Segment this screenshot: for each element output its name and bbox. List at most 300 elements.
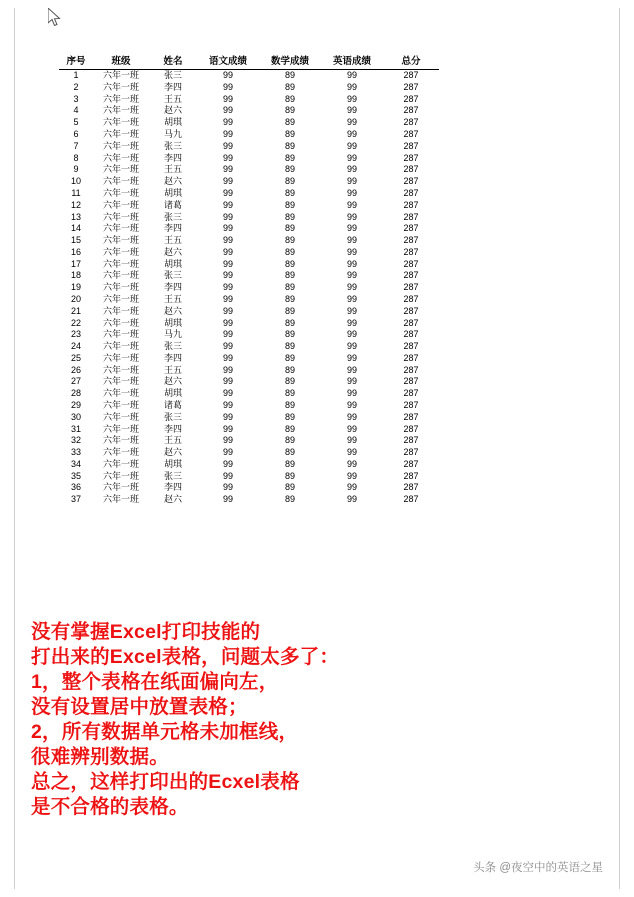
cell-index: 9	[73, 164, 79, 175]
cell-chinese: 99	[222, 329, 233, 340]
cell-name: 张三	[163, 140, 182, 151]
table-row	[59, 435, 439, 447]
cell-english: 99	[346, 329, 357, 340]
cell-class: 六年一班	[102, 105, 139, 116]
cell-name: 马九	[163, 129, 182, 140]
cell-chinese: 99	[222, 117, 233, 128]
cell-name: 张三	[163, 411, 182, 422]
cell-index: 8	[73, 152, 79, 163]
cell-math: 89	[284, 317, 295, 328]
annotation-line: 2，所有数据单元格未加框线，	[31, 721, 299, 743]
cell-math: 89	[284, 423, 295, 434]
annotation-line: 1，整个表格在纸面偏向左，	[31, 671, 279, 693]
cell-total: 287	[403, 235, 419, 246]
cell-class: 六年一班	[102, 494, 139, 505]
cell-class: 六年一班	[102, 376, 139, 387]
cell-total: 287	[403, 470, 419, 481]
col-header-name: 姓名	[163, 56, 183, 67]
cell-total: 287	[403, 258, 419, 269]
cell-class: 六年一班	[102, 293, 139, 304]
table-row	[59, 211, 439, 223]
cell-english: 99	[346, 140, 357, 151]
cell-class: 六年一班	[102, 400, 139, 411]
cell-class: 六年一班	[102, 140, 139, 151]
cell-english: 99	[346, 364, 357, 375]
table-row	[59, 247, 439, 259]
cell-math: 89	[284, 293, 295, 304]
table-row	[59, 188, 439, 200]
cell-english: 99	[346, 376, 357, 387]
cell-chinese: 99	[222, 187, 233, 198]
cell-english: 99	[346, 176, 357, 187]
table-row	[59, 117, 439, 129]
cell-math: 89	[284, 411, 295, 422]
cell-class: 六年一班	[102, 235, 139, 246]
cell-index: 33	[70, 447, 81, 458]
cell-chinese: 99	[222, 341, 233, 352]
cell-class: 六年一班	[102, 176, 139, 187]
cell-english: 99	[346, 211, 357, 222]
cell-class: 六年一班	[102, 329, 139, 340]
cell-index: 21	[70, 305, 81, 316]
cell-index: 26	[70, 364, 81, 375]
cell-total: 287	[403, 364, 419, 375]
cell-english: 99	[346, 341, 357, 352]
cell-math: 89	[284, 482, 295, 493]
table-body	[59, 69, 439, 505]
cell-name: 赵六	[163, 246, 182, 257]
cell-math: 89	[284, 246, 295, 257]
cell-math: 89	[284, 187, 295, 198]
cell-chinese: 99	[222, 447, 233, 458]
cell-chinese: 99	[222, 364, 233, 375]
cell-index: 15	[70, 235, 81, 246]
cell-english: 99	[346, 117, 357, 128]
cell-total: 287	[403, 494, 419, 505]
cell-total: 287	[403, 411, 419, 422]
col-header-total: 总分	[401, 56, 421, 67]
cell-math: 89	[284, 258, 295, 269]
cell-english: 99	[346, 199, 357, 210]
cell-class: 六年一班	[102, 341, 139, 352]
cell-index: 14	[70, 223, 81, 234]
cell-math: 89	[284, 140, 295, 151]
cell-class: 六年一班	[102, 258, 139, 269]
cell-name: 张三	[163, 470, 182, 481]
cell-index: 24	[70, 341, 81, 352]
cell-chinese: 99	[222, 411, 233, 422]
cell-index: 27	[70, 376, 81, 387]
annotation-line: 很难辨别数据。	[31, 746, 169, 768]
cell-chinese: 99	[222, 400, 233, 411]
cell-math: 89	[284, 105, 295, 116]
cell-english: 99	[346, 435, 357, 446]
cell-math: 89	[284, 117, 295, 128]
cell-english: 99	[346, 152, 357, 163]
cell-english: 99	[346, 352, 357, 363]
cell-name: 李四	[163, 152, 182, 163]
cell-class: 六年一班	[102, 129, 139, 140]
cell-name: 胡琪	[163, 117, 182, 128]
table-header-row	[59, 56, 439, 69]
cell-total: 287	[403, 117, 419, 128]
cell-index: 32	[70, 435, 81, 446]
table-row	[59, 353, 439, 365]
cell-english: 99	[346, 223, 357, 234]
table-row	[59, 341, 439, 353]
cell-index: 1	[73, 70, 79, 81]
cell-math: 89	[284, 470, 295, 481]
table-row	[59, 365, 439, 377]
table-row	[59, 482, 439, 494]
cell-class: 六年一班	[102, 164, 139, 175]
cell-total: 287	[403, 223, 419, 234]
cell-index: 4	[73, 105, 79, 116]
cell-name: 张三	[163, 270, 182, 281]
cell-index: 12	[70, 199, 81, 210]
cell-english: 99	[346, 164, 357, 175]
cell-class: 六年一班	[102, 388, 139, 399]
cell-math: 89	[284, 388, 295, 399]
cell-index: 19	[70, 282, 81, 293]
cell-total: 287	[403, 70, 419, 81]
cell-name: 赵六	[163, 105, 182, 116]
table-row	[59, 69, 439, 81]
cell-class: 六年一班	[102, 187, 139, 198]
table-row	[59, 129, 439, 141]
cell-total: 287	[403, 140, 419, 151]
cell-english: 99	[346, 388, 357, 399]
table-row	[59, 176, 439, 188]
cell-name: 赵六	[163, 494, 182, 505]
cell-chinese: 99	[222, 176, 233, 187]
table-row	[59, 376, 439, 388]
cell-index: 20	[70, 293, 81, 304]
cell-chinese: 99	[222, 458, 233, 469]
table-row	[59, 447, 439, 459]
table-row	[59, 200, 439, 212]
cell-total: 287	[403, 458, 419, 469]
cell-index: 5	[73, 117, 79, 128]
mouse-cursor-icon	[48, 8, 62, 28]
cell-index: 23	[70, 329, 81, 340]
cell-name: 王五	[163, 435, 182, 446]
cell-index: 18	[70, 270, 81, 281]
cell-math: 89	[284, 400, 295, 411]
cell-name: 王五	[163, 164, 182, 175]
cell-chinese: 99	[222, 140, 233, 151]
table-row	[59, 258, 439, 270]
cell-total: 287	[403, 400, 419, 411]
cell-chinese: 99	[222, 235, 233, 246]
cell-total: 287	[403, 423, 419, 434]
cell-english: 99	[346, 258, 357, 269]
cell-english: 99	[346, 470, 357, 481]
cell-name: 诸葛	[163, 400, 182, 411]
cell-class: 六年一班	[102, 447, 139, 458]
cell-class: 六年一班	[102, 305, 139, 316]
cell-total: 287	[403, 352, 419, 363]
col-header-math: 数学成绩	[270, 56, 309, 67]
cell-english: 99	[346, 246, 357, 257]
table-row	[59, 270, 439, 282]
cell-english: 99	[346, 235, 357, 246]
cell-name: 赵六	[163, 447, 182, 458]
cell-chinese: 99	[222, 105, 233, 116]
cell-name: 李四	[163, 423, 182, 434]
cell-chinese: 99	[222, 317, 233, 328]
cell-english: 99	[346, 400, 357, 411]
cell-chinese: 99	[222, 152, 233, 163]
cell-name: 李四	[163, 81, 182, 92]
cell-english: 99	[346, 81, 357, 92]
cell-name: 李四	[163, 223, 182, 234]
table-row	[59, 141, 439, 153]
cell-index: 28	[70, 388, 81, 399]
cell-class: 六年一班	[102, 223, 139, 234]
cell-name: 王五	[163, 93, 182, 104]
cell-math: 89	[284, 211, 295, 222]
cell-english: 99	[346, 423, 357, 434]
cell-total: 287	[403, 211, 419, 222]
cell-total: 287	[403, 329, 419, 340]
cell-chinese: 99	[222, 223, 233, 234]
cell-english: 99	[346, 458, 357, 469]
annotation-line: 没有设置居中放置表格；	[31, 696, 248, 718]
cell-chinese: 99	[222, 376, 233, 387]
table-row	[59, 471, 439, 483]
cell-total: 287	[403, 341, 419, 352]
cell-total: 287	[403, 152, 419, 163]
cell-english: 99	[346, 293, 357, 304]
cell-class: 六年一班	[102, 458, 139, 469]
cell-index: 10	[70, 176, 81, 187]
cell-total: 287	[403, 376, 419, 387]
cell-math: 89	[284, 447, 295, 458]
cell-chinese: 99	[222, 494, 233, 505]
cell-name: 李四	[163, 482, 182, 493]
cell-chinese: 99	[222, 70, 233, 81]
table-row	[59, 306, 439, 318]
cell-class: 六年一班	[102, 482, 139, 493]
cell-name: 马九	[163, 329, 182, 340]
watermark-label: 头条 @夜空中的英语之星	[473, 862, 603, 874]
cell-english: 99	[346, 105, 357, 116]
cell-english: 99	[346, 270, 357, 281]
cell-total: 287	[403, 164, 419, 175]
cell-math: 89	[284, 376, 295, 387]
cell-english: 99	[346, 482, 357, 493]
cell-index: 11	[71, 187, 81, 198]
cell-total: 287	[403, 199, 419, 210]
cell-name: 赵六	[163, 176, 182, 187]
annotation-line: 打出来的Excel表格，问题太多了：	[31, 646, 340, 668]
cell-class: 六年一班	[102, 81, 139, 92]
cell-total: 287	[403, 105, 419, 116]
cell-english: 99	[346, 282, 357, 293]
cell-name: 胡琪	[163, 317, 182, 328]
cell-index: 36	[70, 482, 81, 493]
cell-total: 287	[403, 93, 419, 104]
cell-total: 287	[403, 435, 419, 446]
cell-class: 六年一班	[102, 317, 139, 328]
cell-name: 胡琪	[163, 458, 182, 469]
cell-index: 16	[70, 246, 81, 257]
cell-name: 胡琪	[163, 388, 182, 399]
cell-total: 287	[403, 81, 419, 92]
cell-english: 99	[346, 305, 357, 316]
cell-name: 张三	[163, 211, 182, 222]
table-row	[59, 494, 439, 506]
cell-name: 张三	[163, 70, 182, 81]
cell-math: 89	[284, 352, 295, 363]
red-annotation-text	[31, 620, 451, 820]
table-row	[59, 329, 439, 341]
cell-english: 99	[346, 129, 357, 140]
cell-math: 89	[284, 129, 295, 140]
cell-index: 7	[73, 140, 79, 151]
cell-chinese: 99	[222, 352, 233, 363]
cell-index: 37	[70, 494, 81, 505]
cell-math: 89	[284, 364, 295, 375]
table-row	[59, 317, 439, 329]
cell-math: 89	[284, 341, 295, 352]
cell-math: 89	[284, 494, 295, 505]
cell-english: 99	[346, 317, 357, 328]
cell-index: 3	[73, 93, 79, 104]
cell-class: 六年一班	[102, 435, 139, 446]
cell-class: 六年一班	[102, 70, 139, 81]
cell-math: 89	[284, 81, 295, 92]
cell-index: 17	[70, 258, 81, 269]
cell-class: 六年一班	[102, 152, 139, 163]
cell-chinese: 99	[222, 470, 233, 481]
cell-index: 31	[70, 423, 81, 434]
table-row	[59, 412, 439, 424]
cell-class: 六年一班	[102, 117, 139, 128]
grades-table	[59, 56, 439, 506]
cell-chinese: 99	[222, 258, 233, 269]
cell-total: 287	[403, 129, 419, 140]
table-row	[59, 94, 439, 106]
cell-chinese: 99	[222, 435, 233, 446]
table-row	[59, 152, 439, 164]
col-header-chinese: 语文成绩	[208, 56, 247, 67]
cell-total: 287	[403, 176, 419, 187]
cell-total: 287	[403, 293, 419, 304]
cell-chinese: 99	[222, 93, 233, 104]
table-row	[59, 282, 439, 294]
cell-math: 89	[284, 164, 295, 175]
cell-name: 王五	[163, 293, 182, 304]
cell-name: 诸葛	[163, 199, 182, 210]
cell-math: 89	[284, 70, 295, 81]
cell-math: 89	[284, 199, 295, 210]
cell-math: 89	[284, 305, 295, 316]
table-row	[59, 223, 439, 235]
table-row	[59, 423, 439, 435]
cell-math: 89	[284, 458, 295, 469]
cell-class: 六年一班	[102, 270, 139, 281]
cell-name: 赵六	[163, 376, 182, 387]
cell-math: 89	[284, 152, 295, 163]
cell-total: 287	[403, 246, 419, 257]
cell-math: 89	[284, 435, 295, 446]
cell-total: 287	[403, 270, 419, 281]
cell-math: 89	[284, 176, 295, 187]
cell-name: 胡琪	[163, 187, 182, 198]
cell-math: 89	[284, 282, 295, 293]
cell-math: 89	[284, 270, 295, 281]
cell-index: 13	[70, 211, 81, 222]
cell-name: 张三	[163, 341, 182, 352]
cell-chinese: 99	[222, 199, 233, 210]
cell-chinese: 99	[222, 305, 233, 316]
cell-chinese: 99	[222, 164, 233, 175]
table-row	[59, 388, 439, 400]
col-header-index: 序号	[66, 56, 86, 67]
cell-total: 287	[403, 305, 419, 316]
cell-index: 2	[73, 81, 79, 92]
cell-class: 六年一班	[102, 411, 139, 422]
cell-math: 89	[284, 235, 295, 246]
cell-index: 22	[70, 317, 81, 328]
cell-index: 29	[70, 400, 81, 411]
table-row	[59, 105, 439, 117]
cell-total: 287	[403, 187, 419, 198]
cell-chinese: 99	[222, 423, 233, 434]
cell-total: 287	[403, 282, 419, 293]
cell-english: 99	[346, 447, 357, 458]
cell-name: 李四	[163, 282, 182, 293]
table-row	[59, 400, 439, 412]
cell-english: 99	[346, 411, 357, 422]
cell-class: 六年一班	[102, 246, 139, 257]
cell-chinese: 99	[222, 270, 233, 281]
document-page	[14, 8, 620, 889]
cell-total: 287	[403, 317, 419, 328]
grades-table-container	[59, 56, 439, 506]
cell-chinese: 99	[222, 246, 233, 257]
cell-chinese: 99	[222, 482, 233, 493]
cell-name: 王五	[163, 364, 182, 375]
cell-class: 六年一班	[102, 364, 139, 375]
cell-class: 六年一班	[102, 199, 139, 210]
table-row	[59, 82, 439, 94]
col-header-english: 英语成绩	[332, 56, 371, 67]
cell-index: 30	[70, 411, 81, 422]
cell-math: 89	[284, 93, 295, 104]
cell-index: 34	[70, 458, 81, 469]
cell-english: 99	[346, 494, 357, 505]
cell-class: 六年一班	[102, 470, 139, 481]
annotation-line: 是不合格的表格。	[31, 796, 189, 818]
table-row	[59, 164, 439, 176]
cell-chinese: 99	[222, 388, 233, 399]
cell-total: 287	[403, 447, 419, 458]
cell-class: 六年一班	[102, 423, 139, 434]
cell-chinese: 99	[222, 129, 233, 140]
cell-math: 89	[284, 329, 295, 340]
table-row	[59, 294, 439, 306]
cell-class: 六年一班	[102, 93, 139, 104]
annotation-line: 没有掌握Excel打印技能的	[31, 621, 261, 643]
table-row	[59, 235, 439, 247]
cell-chinese: 99	[222, 293, 233, 304]
cell-english: 99	[346, 187, 357, 198]
cell-name: 胡琪	[163, 258, 182, 269]
cell-name: 李四	[163, 352, 182, 363]
